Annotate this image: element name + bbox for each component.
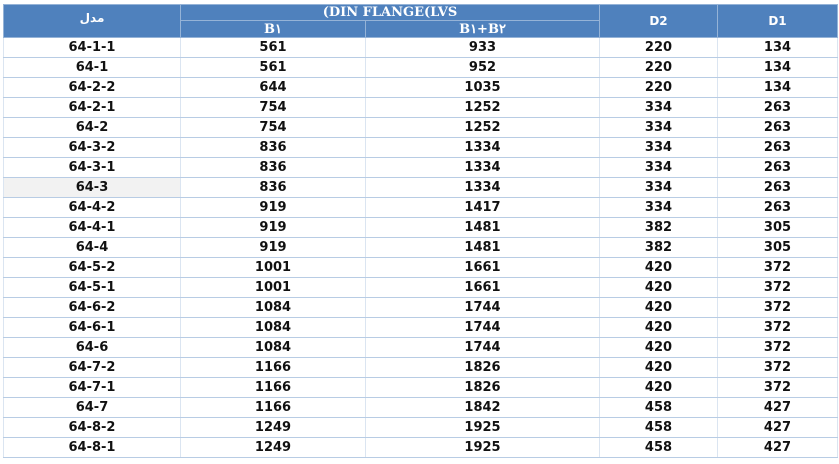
cell-d1: 263 — [718, 198, 838, 218]
cell-model: 64-5-1 — [4, 278, 181, 298]
cell-b12: 1334 — [366, 138, 600, 158]
header-model: مدل — [4, 5, 181, 38]
cell-d2: 334 — [600, 98, 718, 118]
cell-b12: 1334 — [366, 178, 600, 198]
cell-d2: 220 — [600, 78, 718, 98]
cell-model: 64-7-2 — [4, 358, 181, 378]
cell-d2: 334 — [600, 158, 718, 178]
cell-d2: 420 — [600, 258, 718, 278]
cell-model: 64-7-1 — [4, 378, 181, 398]
cell-d1: 305 — [718, 238, 838, 258]
cell-model: 64-3-2 — [4, 138, 181, 158]
cell-b1: 1001 — [181, 278, 366, 298]
cell-d1: 427 — [718, 418, 838, 438]
cell-d2: 458 — [600, 398, 718, 418]
table-row — [4, 298, 838, 318]
cell-d1: 372 — [718, 318, 838, 338]
cell-d2: 458 — [600, 418, 718, 438]
header-d1: D1 — [718, 5, 838, 38]
table-row — [4, 238, 838, 258]
table-row — [4, 418, 838, 438]
cell-b12: 1417 — [366, 198, 600, 218]
header-d2: D2 — [600, 5, 718, 38]
table-row — [4, 78, 838, 98]
header-din-flange-group: (DIN FLANGE(LVS — [181, 5, 600, 21]
table-body — [4, 38, 838, 458]
cell-model: 64-5-2 — [4, 258, 181, 278]
cell-b1: 754 — [181, 98, 366, 118]
cell-b1: 1249 — [181, 418, 366, 438]
cell-b1: 1166 — [181, 378, 366, 398]
cell-b1: 1084 — [181, 318, 366, 338]
cell-d2: 420 — [600, 318, 718, 338]
cell-b12: 1842 — [366, 398, 600, 418]
cell-d1: 134 — [718, 38, 838, 58]
cell-b12: 1252 — [366, 98, 600, 118]
table-row — [4, 218, 838, 238]
cell-d2: 382 — [600, 238, 718, 258]
cell-b1: 919 — [181, 198, 366, 218]
cell-b1: 1166 — [181, 358, 366, 378]
cell-model: 64-1-1 — [4, 38, 181, 58]
cell-d1: 263 — [718, 138, 838, 158]
cell-d1: 263 — [718, 98, 838, 118]
cell-b1: 836 — [181, 138, 366, 158]
cell-b12: 1826 — [366, 378, 600, 398]
cell-d1: 263 — [718, 178, 838, 198]
cell-d2: 420 — [600, 338, 718, 358]
cell-b1: 1084 — [181, 298, 366, 318]
cell-b1: 644 — [181, 78, 366, 98]
table-row — [4, 98, 838, 118]
cell-b1: 919 — [181, 238, 366, 258]
cell-b12: 1826 — [366, 358, 600, 378]
cell-b12: 933 — [366, 38, 600, 58]
cell-b1: 1001 — [181, 258, 366, 278]
cell-model: 64-3 — [4, 178, 181, 198]
header-b1: B١ — [181, 21, 366, 38]
cell-model: 64-8-1 — [4, 438, 181, 458]
table-row — [4, 318, 838, 338]
cell-d1: 372 — [718, 278, 838, 298]
cell-model: 64-2 — [4, 118, 181, 138]
table-row — [4, 278, 838, 298]
cell-d2: 382 — [600, 218, 718, 238]
cell-b12: 1661 — [366, 278, 600, 298]
table-row — [4, 398, 838, 418]
cell-model: 64-3-1 — [4, 158, 181, 178]
cell-b12: 1744 — [366, 318, 600, 338]
cell-model: 64-2-2 — [4, 78, 181, 98]
header-row-top — [4, 5, 838, 21]
table-row — [4, 438, 838, 458]
cell-d2: 420 — [600, 278, 718, 298]
cell-d2: 220 — [600, 58, 718, 78]
cell-b12: 1744 — [366, 298, 600, 318]
table-header — [4, 5, 838, 38]
cell-b12: 952 — [366, 58, 600, 78]
cell-d1: 305 — [718, 218, 838, 238]
cell-d1: 134 — [718, 58, 838, 78]
cell-d2: 220 — [600, 38, 718, 58]
cell-d1: 427 — [718, 398, 838, 418]
table-row — [4, 178, 838, 198]
cell-model: 64-2-1 — [4, 98, 181, 118]
cell-b12: 1925 — [366, 418, 600, 438]
table-row — [4, 58, 838, 78]
cell-b1: 561 — [181, 58, 366, 78]
cell-b1: 919 — [181, 218, 366, 238]
cell-d1: 427 — [718, 438, 838, 458]
cell-b1: 1249 — [181, 438, 366, 458]
cell-b1: 561 — [181, 38, 366, 58]
cell-d2: 334 — [600, 178, 718, 198]
cell-d2: 420 — [600, 378, 718, 398]
cell-d1: 263 — [718, 158, 838, 178]
cell-model: 64-4-2 — [4, 198, 181, 218]
table-row — [4, 38, 838, 58]
header-b1-plus-b2: B١+B٢ — [366, 21, 600, 38]
cell-model: 64-1 — [4, 58, 181, 78]
cell-b12: 1252 — [366, 118, 600, 138]
cell-model: 64-8-2 — [4, 418, 181, 438]
cell-d2: 458 — [600, 438, 718, 458]
cell-model: 64-4 — [4, 238, 181, 258]
cell-d1: 372 — [718, 378, 838, 398]
cell-d1: 263 — [718, 118, 838, 138]
cell-b1: 1166 — [181, 398, 366, 418]
cell-d2: 420 — [600, 358, 718, 378]
cell-model: 64-6-2 — [4, 298, 181, 318]
cell-b1: 754 — [181, 118, 366, 138]
cell-d2: 334 — [600, 138, 718, 158]
flange-dimensions-table — [3, 4, 838, 458]
cell-d1: 372 — [718, 298, 838, 318]
cell-b12: 1481 — [366, 218, 600, 238]
table-row — [4, 258, 838, 278]
cell-model: 64-7 — [4, 398, 181, 418]
cell-b12: 1925 — [366, 438, 600, 458]
flange-table-container — [3, 4, 837, 458]
cell-d2: 334 — [600, 198, 718, 218]
table-row — [4, 338, 838, 358]
cell-b12: 1334 — [366, 158, 600, 178]
cell-b12: 1744 — [366, 338, 600, 358]
cell-b1: 836 — [181, 158, 366, 178]
cell-b1: 836 — [181, 178, 366, 198]
cell-d2: 420 — [600, 298, 718, 318]
table-row — [4, 198, 838, 218]
cell-b12: 1661 — [366, 258, 600, 278]
cell-b12: 1481 — [366, 238, 600, 258]
cell-b1: 1084 — [181, 338, 366, 358]
cell-model: 64-4-1 — [4, 218, 181, 238]
cell-d1: 372 — [718, 338, 838, 358]
table-row — [4, 358, 838, 378]
cell-b12: 1035 — [366, 78, 600, 98]
table-row — [4, 138, 838, 158]
cell-d1: 134 — [718, 78, 838, 98]
table-row — [4, 118, 838, 138]
cell-model: 64-6-1 — [4, 318, 181, 338]
cell-d1: 372 — [718, 358, 838, 378]
table-row — [4, 158, 838, 178]
cell-d2: 334 — [600, 118, 718, 138]
cell-d1: 372 — [718, 258, 838, 278]
table-row — [4, 378, 838, 398]
cell-model: 64-6 — [4, 338, 181, 358]
